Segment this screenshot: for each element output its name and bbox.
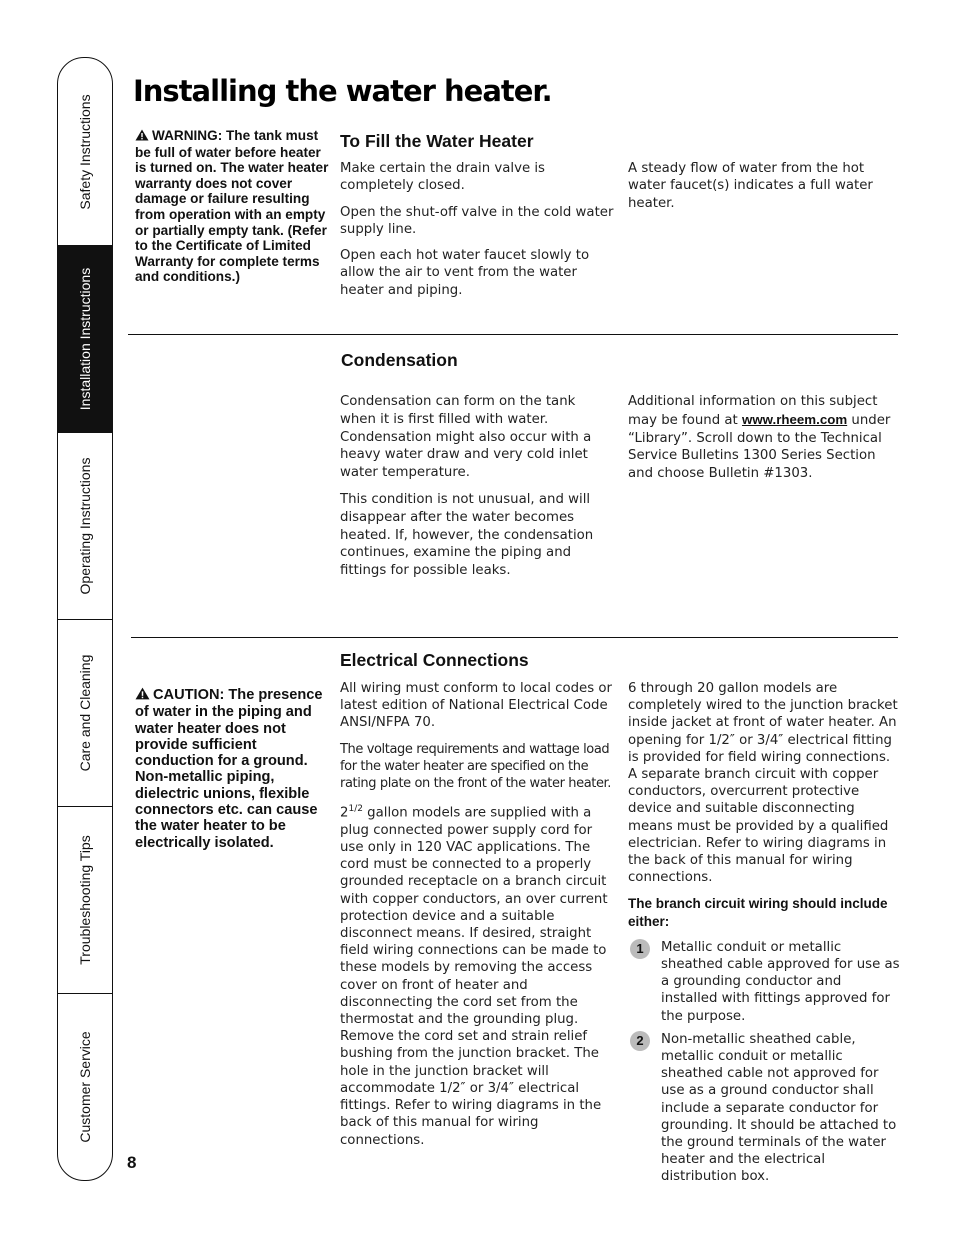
electrical-p1: All wiring must conform to local codes or latest edition of National Electrical Code ANSI/NFPA 70. <box>340 681 612 731</box>
condensation-column-right <box>628 393 893 492</box>
fill-step-faucets: Open each hot water faucet slowly to allow the air to vent from the water heater and piping. <box>340 248 590 298</box>
condensation-p3-rest: under “Library”. Scroll down to the Technical Service Bulletins 1300 Series Section and choose Bulletin #1303. <box>628 412 891 482</box>
tab-label: Troubleshooting Tips <box>77 835 93 965</box>
tab-label: Care and Cleaning <box>77 654 93 772</box>
electrical-p3 <box>340 801 616 1148</box>
fill-step-flow: A steady flow of water from the hot water faucet(s) indicates a full water heater. <box>628 161 873 211</box>
tab-label: Safety Instructions <box>77 93 93 210</box>
electrical-column-left <box>340 680 616 1158</box>
caution-text: CAUTION: The presence of water in the piping and water heater does not provide sufficient conduction for a ground. Non-metallic piping, dielectric unions, flexible connectors etc. can cause the water heater to be electrically isolated. <box>135 687 323 851</box>
number-badge: 1 <box>630 939 650 959</box>
list-item-text: Non-metallic sheathed cable, metallic conduit or metallic sheathed cable not approved for use as a ground conductor shall include a separate conductor for grounding. It should be attached to the ground terminals of the water heater and the electrical distribution box. <box>661 1031 897 1185</box>
list-item <box>628 939 900 1025</box>
electrical-heading: Electrical Connections <box>340 650 529 670</box>
condensation-column-left <box>340 393 602 589</box>
rheem-link[interactable]: www.rheem.com <box>741 411 848 427</box>
tab-operating-instructions[interactable] <box>58 432 112 619</box>
tab-label: Installation Instructions <box>77 267 93 411</box>
section-tab-rail <box>57 57 113 1181</box>
list-item-text: Metallic conduit or metallic sheathed cable approved for use as a grounding conductor and installed with fittings approved for the purpose. <box>661 939 900 1024</box>
tab-label: Operating Instructions <box>77 457 93 595</box>
tab-troubleshooting-tips[interactable] <box>58 806 112 993</box>
warning-icon <box>135 129 149 145</box>
electrical-p2: The voltage requirements and wattage load for the water heater are specified on the rating plate on the front of the water heater. <box>340 741 612 792</box>
fill-column-right <box>628 160 900 221</box>
tab-label: Customer Service <box>77 1031 93 1143</box>
page-number: 8 <box>127 1153 137 1172</box>
divider <box>128 334 898 335</box>
caution-note <box>135 687 325 851</box>
tab-safety-instructions[interactable] <box>58 58 112 245</box>
warning-note <box>135 128 331 285</box>
condensation-p3-text: Additional information on this subject may be found at <box>628 394 878 428</box>
electrical-column-right <box>628 680 900 1192</box>
tab-installation-instructions[interactable] <box>58 245 112 432</box>
half-fraction: 1/2 <box>348 804 363 815</box>
fill-step-drain: Make certain the drain valve is completely closed. <box>340 161 545 194</box>
page-title: Installing the water heater. <box>133 74 552 108</box>
tab-customer-service[interactable] <box>58 993 112 1180</box>
caution-icon <box>135 687 150 704</box>
condensation-p1: Condensation can form on the tank when it is first filled with water. Condensation might also occur with a heavy water draw and very cold inlet water temperature. <box>340 394 592 481</box>
divider <box>131 637 898 638</box>
condensation-heading: Condensation <box>341 350 458 370</box>
condensation-p3 <box>628 393 893 483</box>
list-item <box>628 1031 900 1186</box>
warning-text: WARNING: The tank must be full of water before heater is turned on. The water heater warranty does not cover damage or failure resulting from operation with an empty or partially empty tank. (Refer to the Certificate of Limited Warranty for complete terms and conditions.) <box>135 128 329 285</box>
electrical-p4: 6 through 20 gallon models are completely wired to the junction bracket inside jacket at front of water heater. An opening for 1/2″ or 3/4″ electrical fitting is provided for field wiring connections. A separate branch circuit with copper conductors, overcurrent protective device and suitable disconnecting means must be provided by a qualified electrician. Refer to wiring diagrams in the back of this manual for wiring connections. <box>628 681 898 886</box>
number-badge: 2 <box>630 1031 650 1051</box>
electrical-p3-text: gallon models are supplied with a plug connected power supply cord for use only in 120 VAC applications. The cord must be connected to a properly grounded receptacle on a branch circuit with copper conductors, an over current protection device and a suitable disconnect means. If desired, straight field wiring connections can be made to these models by removing the access cover on front of heater and disconnecting the cord set from the thermostat and the grounding plug. Remove the cord set and strain relief bushing from the junction bracket. The hole in the junction bracket will accommodate 1/2″ or 3/4″ electrical fittings. Refer to wiring diagrams in the back of this manual for wiring connections. <box>340 805 608 1148</box>
electrical-p3-lead: 2 <box>340 805 349 821</box>
fill-column-left <box>340 160 615 308</box>
fill-heading: To Fill the Water Heater <box>340 131 534 151</box>
branch-circuit-lead: The branch circuit wiring should include either: <box>628 896 888 929</box>
condensation-p2: This condition is not unusual, and will disappear after the water becomes heated. If, however, the condensation continues, examine the piping and fittings for possible leaks. <box>340 491 594 579</box>
tab-care-and-cleaning[interactable] <box>58 619 112 806</box>
fill-step-shutoff: Open the shut-off valve in the cold water supply line. <box>340 204 614 237</box>
